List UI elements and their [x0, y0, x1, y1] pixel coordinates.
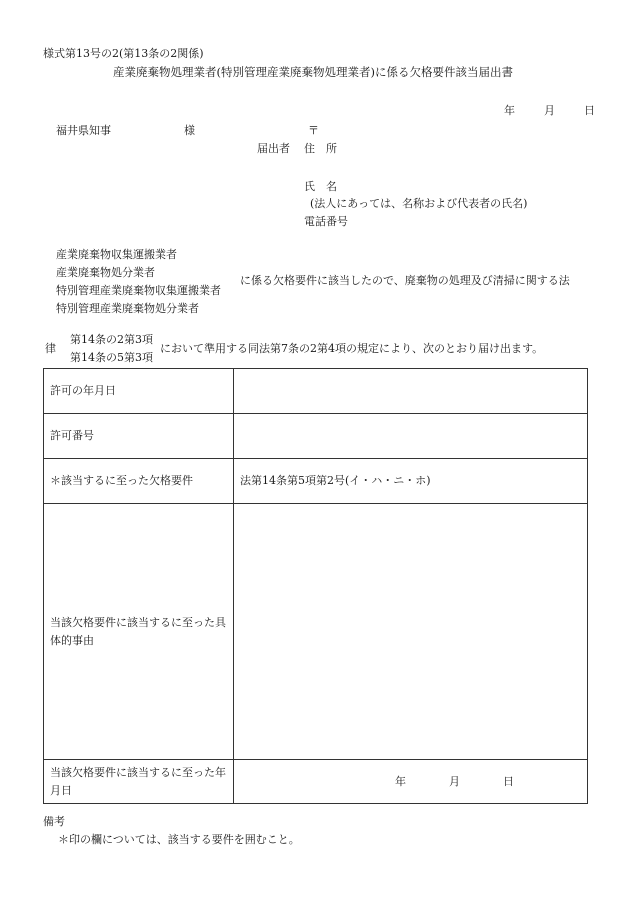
occurrence-month-label: 月	[449, 774, 460, 788]
statement-part2: において準用する同法第7条の2第4項の規定により、次のとおり届け出ます。	[160, 342, 544, 355]
occurrence-date-label: 当該欠格要件に該当するに至った年月日	[44, 760, 234, 804]
submission-date	[504, 104, 595, 117]
law-article-1: 第14条の2第3項	[70, 333, 153, 346]
table-row	[44, 459, 588, 504]
notifier-label: 届出者	[257, 142, 290, 155]
table-row	[44, 414, 588, 459]
table-row	[44, 369, 588, 414]
document-title: 産業廃棄物処理業者(特別管理産業廃棄物処理業者)に係る欠格要件該当届出書	[113, 65, 513, 79]
postal-mark: 〒	[308, 124, 319, 137]
permit-number-field[interactable]	[234, 414, 588, 459]
date-day-label: 日	[584, 104, 595, 117]
occurrence-year-label: 年	[395, 774, 406, 788]
addressee-honorific: 様	[184, 124, 195, 137]
date-year-label: 年	[504, 104, 515, 117]
disqualification-requirement-value[interactable]: 法第14条第5項第2号(イ・ハ・ニ・ホ)	[234, 459, 588, 504]
business-type-1: 産業廃棄物収集運搬業者	[56, 248, 177, 261]
occurrence-date-field[interactable]	[234, 760, 588, 804]
law-article-2: 第14条の5第3項	[70, 351, 153, 364]
date-month-label: 月	[544, 104, 555, 117]
statement-law-char: 律	[45, 342, 56, 355]
occurrence-date-value	[240, 775, 581, 788]
address-label: 住 所	[304, 142, 337, 155]
business-type-4: 特別管理産業廃棄物処分業者	[56, 302, 199, 315]
specific-reason-field[interactable]	[234, 504, 588, 760]
permit-date-label: 許可の年月日	[44, 369, 234, 414]
disqualification-requirement-label: ＊該当するに至った欠格要件	[44, 459, 234, 504]
business-type-3: 特別管理産業廃棄物収集運搬業者	[56, 284, 221, 297]
table-row	[44, 504, 588, 760]
name-note: (法人にあっては、名称および代表者の氏名)	[310, 197, 528, 210]
specific-reason-label: 当該欠格要件に該当するに至った具体的事由	[44, 504, 234, 760]
addressee-governor: 福井県知事	[56, 124, 111, 137]
permit-date-field[interactable]	[234, 369, 588, 414]
occurrence-day-label: 日	[503, 774, 514, 788]
notification-table	[43, 368, 588, 804]
table-row	[44, 760, 588, 804]
name-label: 氏 名	[304, 180, 337, 193]
business-type-2: 産業廃棄物処分業者	[56, 266, 155, 279]
phone-label: 電話番号	[304, 215, 348, 228]
statement-part1: に係る欠格要件に該当したので、廃棄物の処理及び清掃に関する法	[240, 274, 570, 287]
remarks-note: ＊印の欄については、該当する要件を囲むこと。	[58, 833, 300, 846]
permit-number-label: 許可番号	[44, 414, 234, 459]
form-number: 様式第13号の2(第13条の2関係)	[43, 47, 204, 60]
remarks-heading: 備考	[43, 815, 65, 828]
